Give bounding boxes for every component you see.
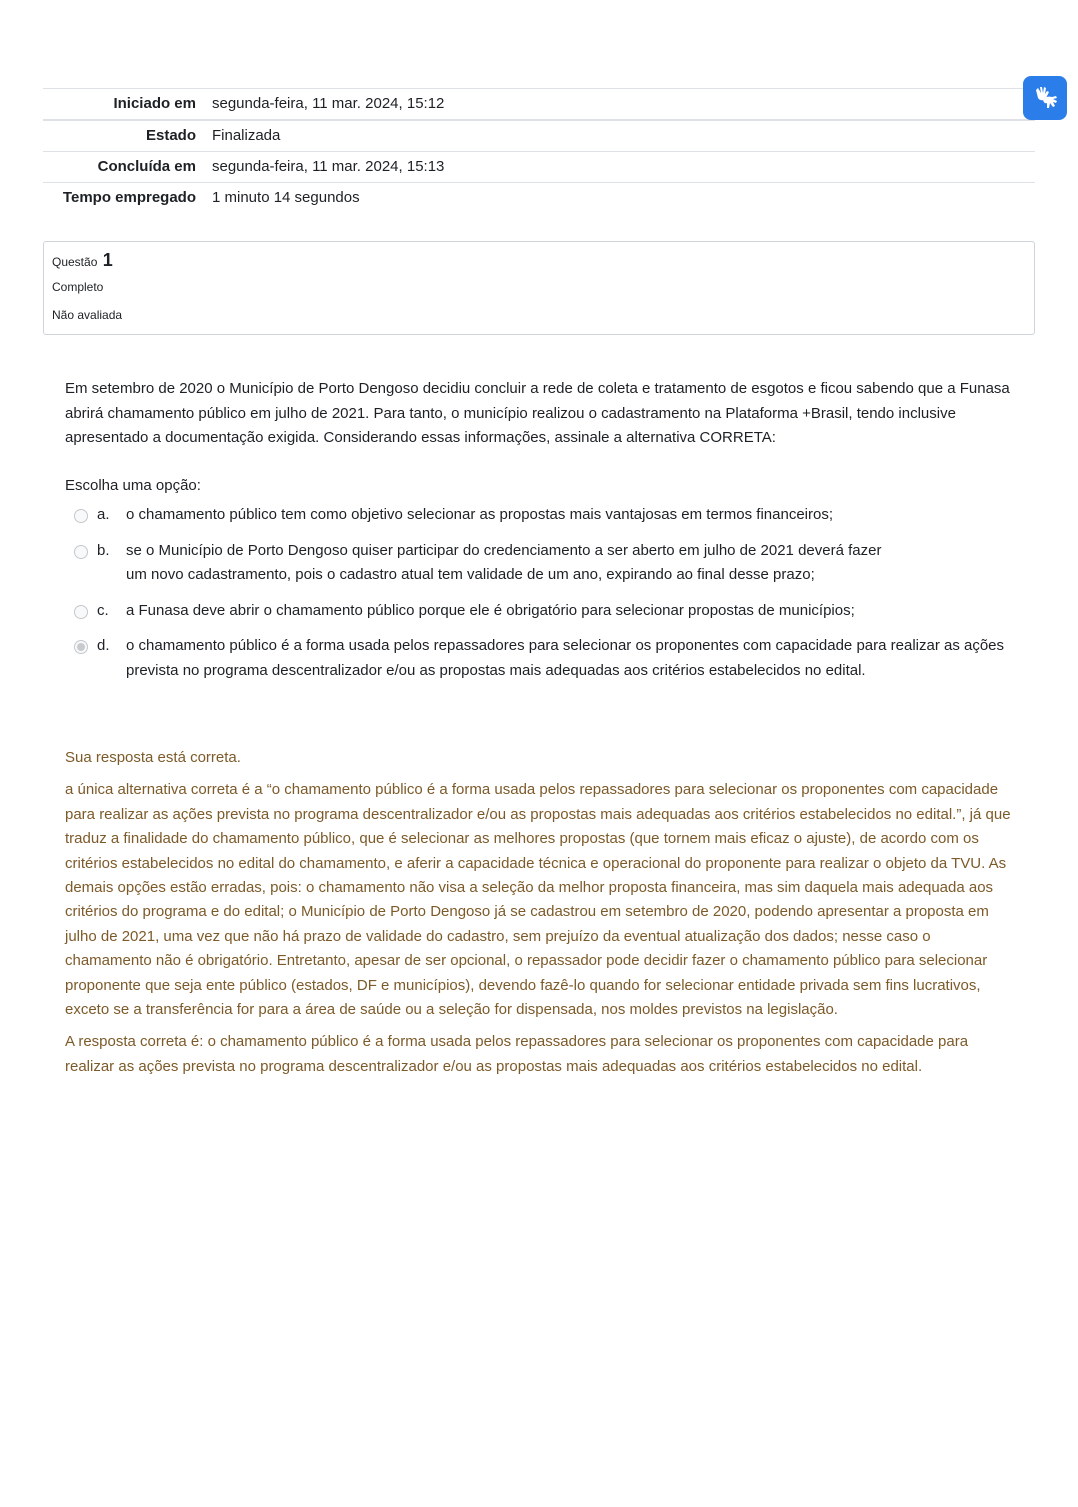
question-grade: Não avaliada (52, 308, 123, 322)
summary-value: segunda-feira, 11 mar. 2024, 15:12 (212, 95, 445, 112)
answer-prompt: Escolha uma opção: (65, 477, 201, 494)
feedback-status: Sua resposta está correta. (65, 749, 241, 766)
summary-label: Estado (145, 127, 196, 144)
question-info-box (43, 241, 1035, 335)
summary-value: segunda-feira, 11 mar. 2024, 15:13 (212, 158, 445, 175)
option-letter: c. (97, 601, 109, 619)
answer-option-a[interactable] (74, 503, 1014, 528)
answer-option-c[interactable] (74, 599, 1014, 624)
feedback-panel (65, 746, 1013, 1087)
attempt-summary-table (43, 88, 1035, 213)
summary-value: 1 minuto 14 segundos (212, 189, 360, 206)
sign-language-hands-icon (1031, 84, 1059, 112)
option-letter: b. (97, 541, 110, 559)
option-letter: a. (97, 506, 110, 523)
vlibras-accessibility-button[interactable] (1023, 76, 1067, 120)
option-text: se o Município de Porto Dengoso quiser participar do credenciamento a ser aberto em julho de 2021 deverá fazer um novo cadastramento, pois o cadastro atual tem validade de um ano, expirando ao final desse prazo; (126, 541, 882, 583)
right-answer: A resposta correta é: o chamamento público é a forma usada pelos repassadores para selecionar os proponentes com capacidade para realizar as ações prevista no programa descentralizador e/ou as propostas mais adequadas aos critérios estabelecidos no edital. (65, 1033, 969, 1075)
radio-button[interactable] (74, 605, 88, 619)
option-text: o chamamento público é a forma usada pelos repassadores para selecionar os proponentes com capacidade para realizar as ações prevista no programa descentralizador e/ou as propostas mais adequadas aos critérios estabelecidos no edital. (126, 637, 1005, 679)
option-text: a Funasa deve abrir o chamamento público porque ele é obrigatório para selecionar propostas de municípios; (126, 601, 855, 619)
radio-button[interactable] (74, 509, 88, 523)
general-feedback: a única alternativa correta é a “o chamamento público é a forma usada pelos repassadores para selecionar os proponentes com capacidade para realizar as ações prevista no programa descentralizador e/ou as propostas mais adequadas aos critérios estabelecidos no edital.”, já que traduz a finalidade do chamamento público, que é selecionar as melhores propostas (que tornem mais eficaz o ajuste), de acordo com os critérios estabelecidos no edital do chamamento, e aferir a capacidade técnica e operacional do proponente para realizar o objeto da TVU. As demais opções estão erradas, pois: o chamamento não visa a seleção da melhor proposta financeira, mas sim daquela mais adequada aos critérios do programa e do edital; o Município de Porto Dengoso já se cadastrou em setembro de 2020, podendo apresentar a proposta em julho de 2021, uma vez que não há prazo de validade do cadastro, sem prejuízo da eventual atualização dos dados; nesse caso o chamamento não é obrigatório. Entretanto, apesar de ser opcional, o repassador pode decidir fazer o chamamento público para selecionar proponente que seja ente público (estados, DF e municípios), devendo fazê-lo quando for selecionar entidade privada sem fins lucrativos, exceto se a transferência for para a área de saúde ou a seleção for dispensada, nos moldes previstos na legislação. (65, 781, 1011, 1019)
summary-label: Iniciado em (113, 95, 196, 112)
question-state: Completo (52, 280, 104, 294)
answer-option-d[interactable] (74, 634, 1014, 683)
answer-options (74, 503, 1014, 694)
summary-value: Finalizada (212, 127, 281, 144)
question-number (52, 250, 1026, 272)
summary-label: Concluída em (97, 158, 196, 175)
summary-row-time-taken (43, 182, 1035, 213)
summary-row-completed (43, 151, 1035, 182)
summary-row-started (43, 88, 1035, 119)
answer-option-b[interactable] (74, 539, 1014, 588)
question-label: Questão (52, 255, 98, 269)
option-text: o chamamento público tem como objetivo selecionar as propostas mais vantajosas em termos financeiros; (126, 506, 834, 523)
radio-button-selected[interactable] (74, 640, 88, 654)
radio-button[interactable] (74, 545, 88, 559)
question-text: Em setembro de 2020 o Município de Porto Dengoso decidiu concluir a rede de coleta e tratamento de esgotos e ficou sabendo que a Funasa abrirá chamamento público em julho de 2021. Para tanto, o município realizou o cadastramento na Plataforma +Brasil, tendo inclusive apresentado a documentação exigida. Considerando essas informações, assinale a alternativa CORRETA: (65, 380, 1010, 446)
option-letter: d. (97, 637, 110, 654)
question-number-value: 1 (102, 250, 113, 270)
summary-row-state (43, 119, 1035, 151)
summary-label: Tempo empregado (62, 189, 196, 206)
